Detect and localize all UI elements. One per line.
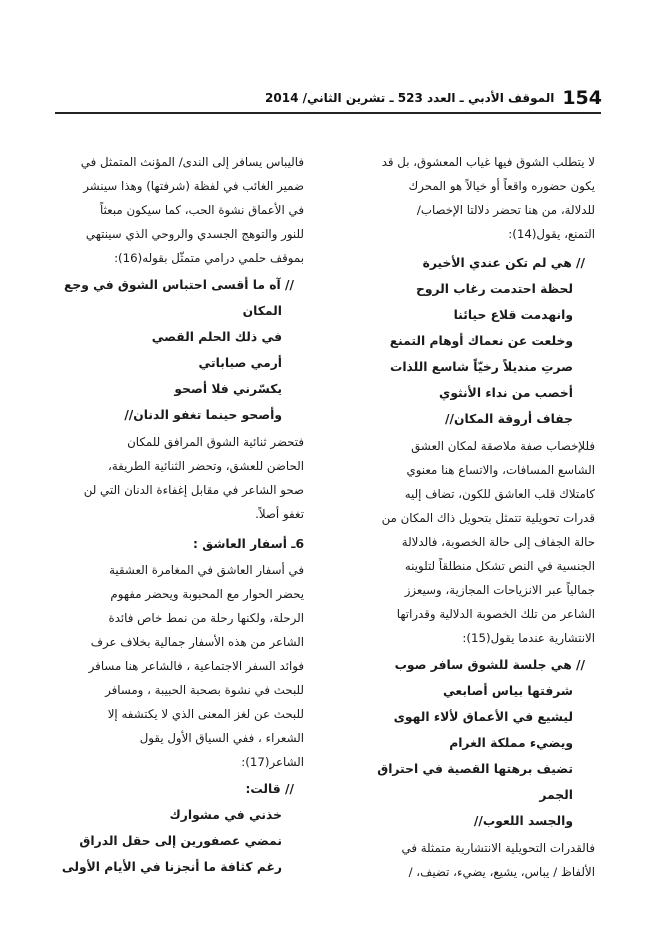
text-line: فتحضر ثنائية الشوق المرافق للمكان — [127, 435, 304, 449]
poem-line: خذني في مشوارك — [169, 808, 282, 822]
text-line: الشاعر من تلك الخصوبة الدلالية وقدراتها — [396, 607, 595, 621]
poem-line: صرتِ منديلاً رخيّاً شاسع اللذات — [389, 360, 573, 374]
text-line: التمنع، يقول(14): — [508, 227, 595, 241]
page-number: 154 — [562, 87, 602, 109]
poem-line: وانهدمت قلاع حيائنا — [453, 308, 573, 322]
paragraph-2 — [54, 430, 304, 526]
poem-line: // هي جلسة للشوق سافر صوب — [394, 658, 585, 672]
text-line: كامتلاك قلب العاشق للكون، تضاف إليه — [404, 487, 595, 501]
poem-line: الجمر — [539, 788, 573, 802]
poem-excerpt-16 — [54, 272, 304, 428]
text-line: للنور والتوهج الجسدي والروحي الذي سينتهي — [85, 227, 304, 241]
text-line: في أسفار العاشق في المغامرة العشقية — [109, 563, 304, 577]
page-header — [265, 85, 602, 111]
text-line: للبحث عن لغز المعنى الذي لا يكتشفه إلا — [107, 707, 304, 721]
text-line: بموقف حلمي درامي متمثّل بقوله(16): — [114, 251, 304, 265]
poem-line: ليشيع في الأعماق لألاء الهوى — [393, 710, 573, 724]
poem-excerpt-15 — [345, 652, 595, 834]
text-line: يحضر الحوار مع المحبوبة ويحضر مفهوم — [110, 587, 304, 601]
text-line: يكون حضوره واقعاً أو خيالاً هو المحرك — [408, 179, 595, 193]
poem-line: نمضي عصفورين إلى حقل الدراق — [79, 834, 282, 848]
paragraph-2 — [345, 434, 595, 650]
text-line: في الأعماق نشوة الحب، كما سيكون مبعثاً — [99, 203, 304, 217]
poem-line: أخصب من نداء الأنثوي — [439, 386, 573, 400]
poem-line: أرمي صباباتي — [198, 356, 282, 370]
text-line: ضمير الغائب في لفظة (شرفتها) وهذا سينشر — [83, 179, 304, 193]
text-line: فالقدرات التحويلية الانتشارية متمثلة في — [401, 841, 595, 855]
poem-line: وخلعت عن نعماك أوهام التمنع — [389, 334, 573, 348]
paragraph-3 — [54, 558, 304, 774]
text-line: للدلالة، من هنا تحضر دلالتا الإخصاب/ — [416, 203, 595, 217]
poem-line: جفاف أروقة المكان// — [445, 412, 573, 426]
text-line: تغفو أصلاً. — [255, 507, 304, 521]
section-heading: 6ـ أسفار العاشق : — [193, 537, 304, 551]
poem-excerpt-14 — [345, 250, 595, 432]
poem-excerpt-17 — [54, 776, 304, 880]
poem-line: رغم كثافة ما أنجزنا في الأيام الأولى — [61, 860, 282, 874]
journal-info: الموقف الأدبي ـ العدد 523 ـ تشرين الثاني/ 2014 — [265, 91, 555, 105]
text-line: الجنسية في النص تشكل منطلقاً لتلوينه — [404, 559, 595, 573]
poem-line: والجسد اللعوب// — [473, 814, 573, 828]
text-line: قدرات تحويلية تتمثل بتحويل ذاك المكان من — [381, 511, 595, 525]
poem-line: تضيف برهتها القصية في احتراق — [377, 762, 573, 776]
text-line: الشعراء ، ففي السياق الأول يقول — [139, 731, 304, 745]
text-line: صحو الشاعر في مقابل إغفاءة الدنان التي لن — [83, 483, 304, 497]
paragraph-3 — [345, 836, 595, 884]
poem-line: لحظة احتدمت رغاب الروح — [415, 282, 573, 296]
text-line: الألفاظ / يباس، يشيع، يضيء، تضيف، / — [408, 865, 595, 879]
text-line: جمالياً عبر الانزياحات المجازية، وسيعزز — [404, 583, 595, 597]
text-line: فاليباس يسافر إلى الندى/ المؤنث المتمثل في — [80, 155, 304, 169]
text-line: حالة الجفاف إلى حالة الخصوبة، فالدلالة — [401, 535, 595, 549]
text-line: الشاعر من هذه الأسفار جمالية بخلاف عرف — [90, 635, 304, 649]
text-line: الشاسع المسافات، والاتساع هنا معنوي — [406, 463, 595, 477]
poem-line: وأصحو حينما تغفو الدنان// — [124, 408, 282, 422]
text-line: الرحلة، ولكنها رحلة من نمط خاص فائدة — [108, 611, 304, 625]
text-line: للبحث في نشوة بصحبة الحبيبة ، ومسافر — [105, 683, 304, 697]
text-line: فللإخصاب صفة ملاصقة لمكان العشق — [411, 439, 595, 453]
text-line: الانتشارية عندما يقول(15): — [462, 631, 595, 645]
poem-line: شرفتها بياس أصابعي — [442, 684, 573, 698]
right-column — [345, 150, 595, 884]
text-line: الحاضن للعشق، وتحضر الثنائية الطريفة، — [108, 459, 304, 473]
poem-line: // آه ما أقسى احتباس الشوق في وجع — [63, 278, 294, 292]
text-line: الشاعر(17): — [241, 755, 304, 769]
header-rule — [55, 112, 601, 114]
poem-line: // هي لم تكن عندي الأخيرة — [422, 256, 585, 270]
poem-line: في ذلك الحلم القصي — [151, 330, 282, 344]
poem-line: // قالت: — [245, 782, 294, 796]
text-line: فوائد السفر الاجتماعية ، فالشاعر هنا مسافر — [88, 659, 304, 673]
text-line: لا يتطلب الشوق فيها غياب المعشوق، بل قد — [381, 155, 595, 169]
poem-line: المكان — [242, 304, 282, 318]
left-column — [54, 150, 304, 880]
poem-line: ويضيء مملكة الغرام — [449, 736, 573, 750]
poem-line: يكسّرني فلا أصحو — [174, 382, 282, 396]
